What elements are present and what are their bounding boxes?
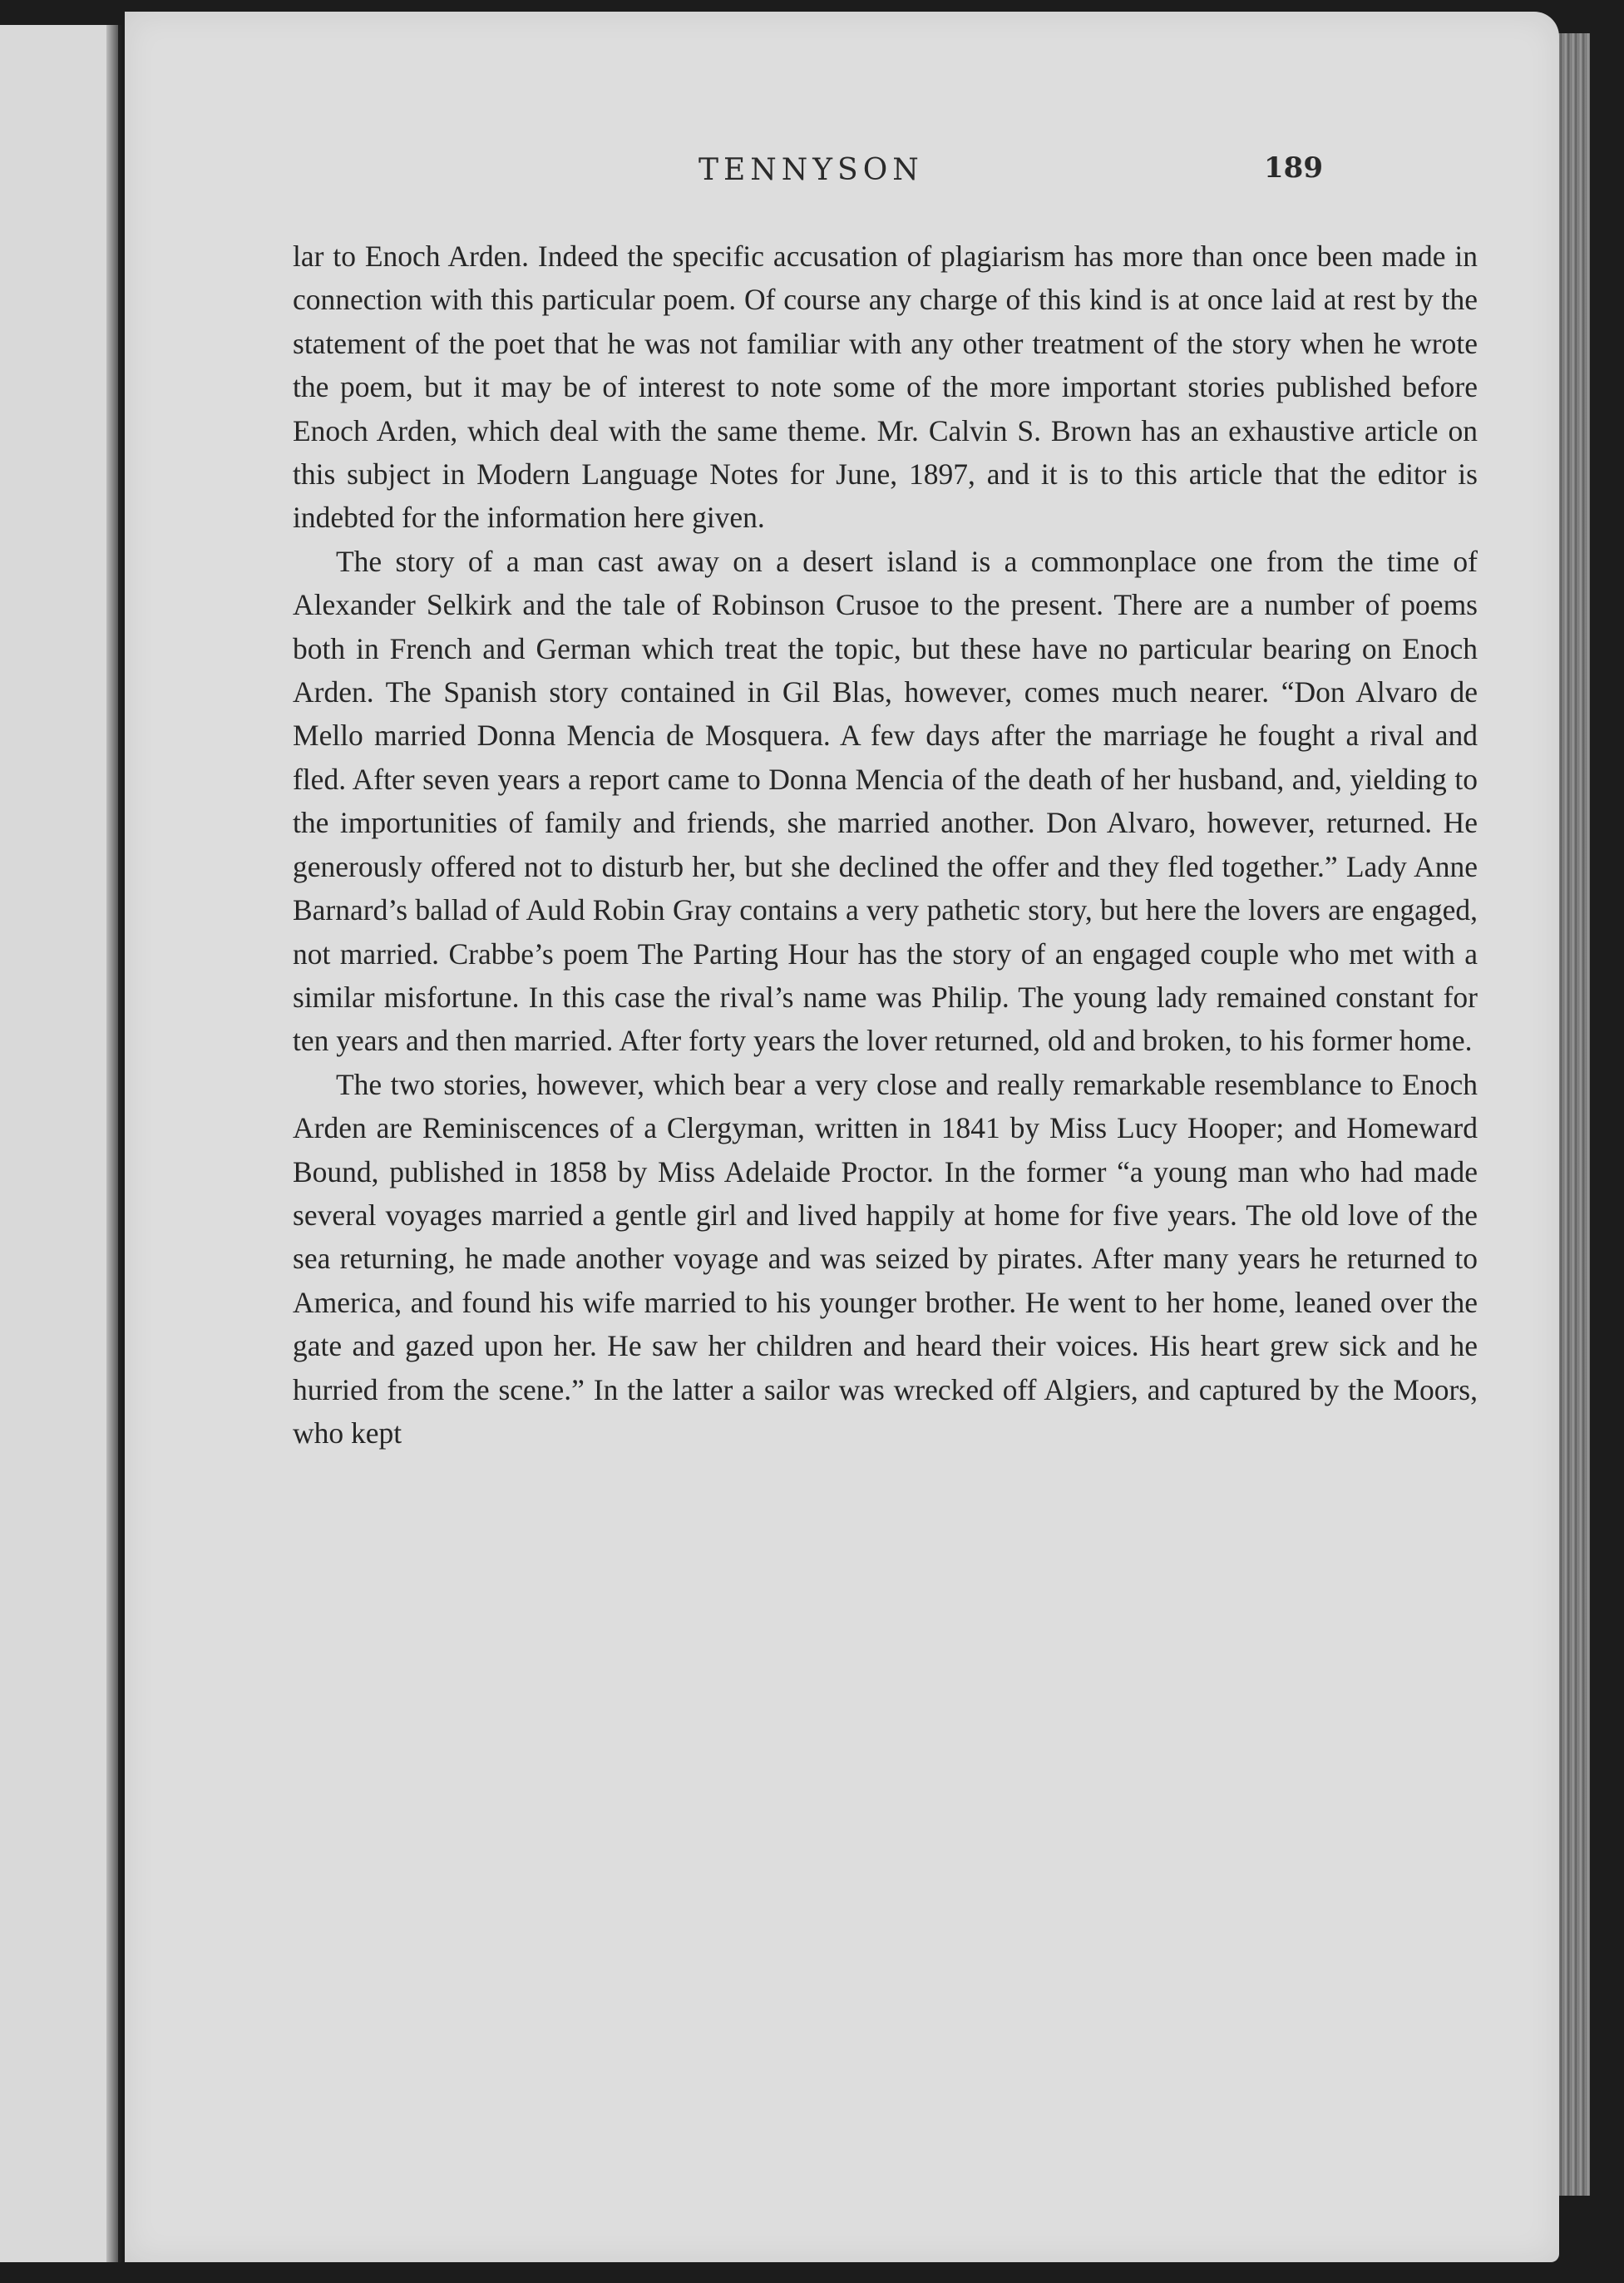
- running-title: TENNYSON: [698, 153, 924, 187]
- paragraph: The story of a man cast away on a desert island is a commonplace one from the time of Alexander Selkirk and the tale of Robinson Crusoe to the present. There are a number of poems both in French and German which treat the topic, but these have no particular bearing on Enoch Arden. The Spanish story contained in Gil Blas, however, comes much nearer. “Don Alvaro de Mello married Donna Mencia de Mosquera. A few days after the marriage he fought a rival and fled. After seven years a report came to Donna Mencia of the death of her husband, and, yielding to the importunities of family and friends, she married another. Don Alvaro, however, returned. He generously offered not to disturb her, but she declined the offer and they fled together.” Lady Anne Barnard’s ballad of Auld Robin Gray contains a very pathetic story, but here the lovers are engaged, not married. Crabbe’s poem The Parting Hour has the story of an engaged couple who met with a similar misfortune. In this case the rival’s name was Philip. The young lady remained constant for ten years and then married. After forty years the lover returned, old and broken, to his former home.: [293, 544, 1478, 1058]
- body-text: [293, 235, 1478, 1455]
- paragraph: lar to Enoch Arden. Indeed the specific accusation of plagiarism has more than once been made in connection with this particular poem. Of course any charge of this kind is at once laid at rest by the statement of the poet that he was not familiar with any other treatment of the story when he wrote the poem, but it may be of interest to note some of the more important stories published before Enoch Arden, which deal with the same theme. Mr. Calvin S. Brown has an exhaustive article on this subject in Modern Language Notes for June, 1897, and it is to this article that the editor is indebted for the information here given.: [293, 240, 1478, 535]
- paragraph: The two stories, however, which bear a very close and really remarkable resemblance to Enoch Arden are Reminiscences of a Clergyman, written in 1841 by Miss Lucy Hooper; and Homeward Bound, published in 1858 by Miss Adelaide Proctor. In the former “a young man who had made several voyages married a gentle girl and lived happily at home for five years. The old love of the sea returning, he made another voyage and was seized by pirates. After many years he returned to America, and found his wife married to his younger brother. He went to her home, leaned over the gate and gazed upon her. He saw her children and heard their voices. His heart grew sick and he hurried from the scene.” In the latter a sailor was wrecked off Algiers, and captured by the Moors, who kept: [293, 1067, 1478, 1450]
- book-page: [125, 12, 1559, 2262]
- page-number: 189: [1264, 151, 1323, 185]
- page-header: [125, 153, 1559, 203]
- previous-page-edge: [0, 25, 121, 2262]
